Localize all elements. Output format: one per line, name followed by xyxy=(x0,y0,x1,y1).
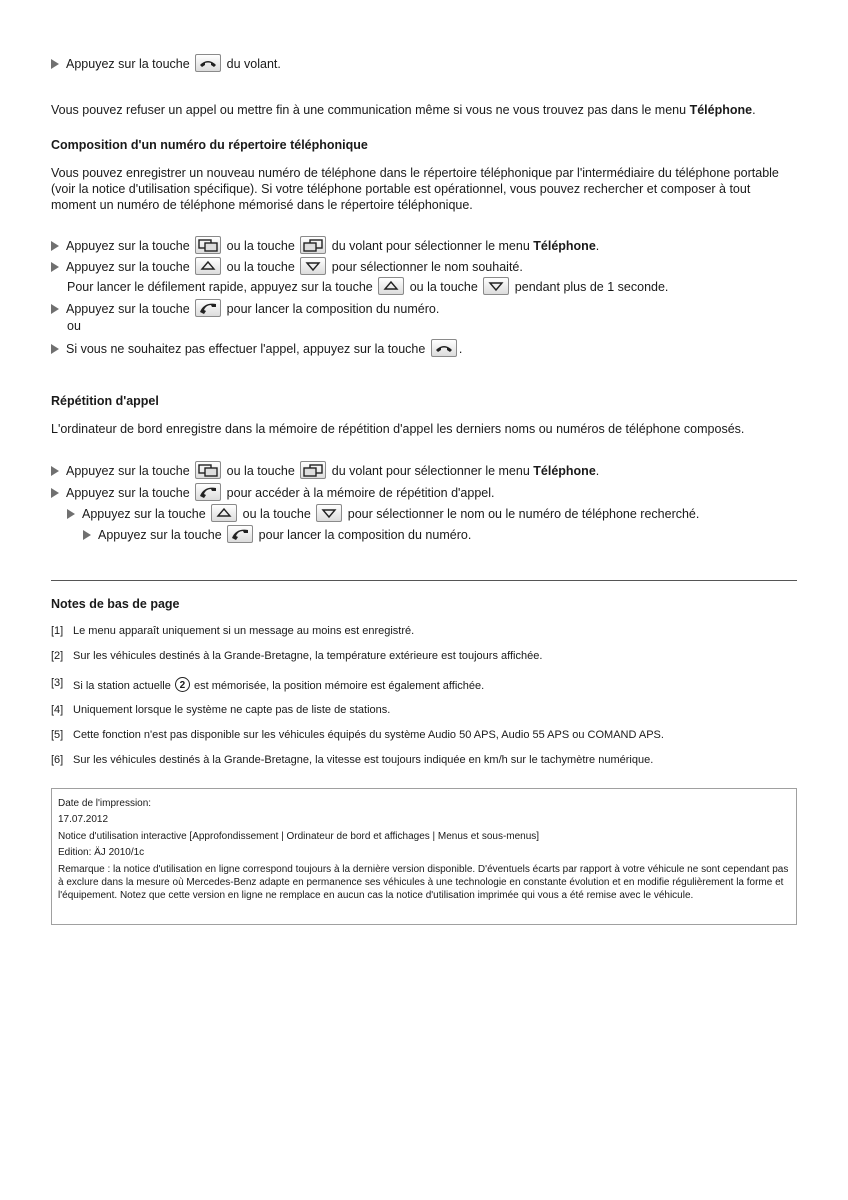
menu-next-key-icon xyxy=(195,236,221,254)
footnote-2: [2] Sur les véhicules destinés à la Grande-Bretagne, la température extérieure est toujours affichée. xyxy=(51,650,543,662)
redial-step-1: Appuyez sur la touche ou la touche du volant pour sélectionner le menu Téléphone. xyxy=(51,461,599,479)
arrow-up-key-icon xyxy=(211,504,237,522)
footnote-3: [3] Si la station actuelle 2 est mémorisée, la position mémoire est également affichée. xyxy=(51,677,485,692)
arrow-down-key-icon xyxy=(300,257,326,275)
section-title-redial: Répétition d'appel xyxy=(51,394,159,408)
print-info-box xyxy=(51,788,797,925)
footnote-6: [6] Sur les véhicules destinés à la Grande-Bretagne, la vitesse est toujours indiquée en km/h sur le tachymètre numérique. xyxy=(51,754,654,766)
notice-path: Notice d'utilisation interactive [Approfondissement | Ordinateur de bord et affichages | Menus et sous-menus] xyxy=(58,830,540,842)
hang-up-key-icon xyxy=(195,54,221,72)
bullet-icon xyxy=(51,488,59,498)
phonebook-step-3: Appuyez sur la touche pour lancer la composition du numéro. xyxy=(51,299,439,317)
preset-2-icon: 2 xyxy=(175,677,190,692)
menu-next-key-icon xyxy=(195,461,221,479)
step-text: du volant. xyxy=(226,57,281,71)
menu-prev-key-icon xyxy=(300,236,326,254)
redial-step-2: Appuyez sur la touche pour accéder à la mémoire de répétition d'appel. xyxy=(51,483,495,501)
arrow-up-key-icon xyxy=(378,277,404,295)
footnote-1: [1] Le menu apparaît uniquement si un message au moins est enregistré. xyxy=(51,625,415,637)
call-key-icon xyxy=(195,483,221,501)
edition: Edition: ÄJ 2010/1c xyxy=(58,847,145,859)
call-key-icon xyxy=(195,299,221,317)
call-key-icon xyxy=(227,525,253,543)
bullet-icon xyxy=(83,530,91,540)
phonebook-paragraph: Vous pouvez enregistrer un nouveau numéro de téléphone dans le répertoire téléphonique par l'intermédiaire du téléphone portable (voir la notice d'utilisation spécifique). Si votre téléphone portable est opérationnel, vous pouvez rechercher et composer à tout moment un numéro de téléphone mémorisé dans le répertoire téléphonique. xyxy=(51,166,779,212)
footnotes-title: Notes de bas de page xyxy=(51,597,180,611)
bullet-icon xyxy=(51,262,59,272)
phonebook-step-2: Appuyez sur la touche ou la touche pour sélectionner le nom souhaité. xyxy=(51,257,523,275)
hang-up-key-icon xyxy=(431,339,457,357)
footnote-5: [5] Cette fonction n'est pas disponible sur les véhicules équipés du système Audio 50 APS, Audio 55 APS ou COMAND APS. xyxy=(51,729,664,741)
divider xyxy=(51,580,797,581)
bullet-icon xyxy=(51,344,59,354)
bullet-icon xyxy=(51,304,59,314)
phonebook-step-2-extra: Pour lancer le défilement rapide, appuyez sur la touche ou la touche pendant plus de 1 seconde. xyxy=(67,277,668,295)
print-date-label: Date de l'impression: xyxy=(58,798,152,809)
or-text: ou xyxy=(67,319,81,333)
bullet-icon xyxy=(51,59,59,69)
step-end-call xyxy=(51,54,281,72)
bullet-icon xyxy=(51,466,59,476)
redial-step-3: Appuyez sur la touche ou la touche pour sélectionner le nom ou le numéro de téléphone recherché. xyxy=(67,504,699,522)
phonebook-step-1: Appuyez sur la touche ou la touche du volant pour sélectionner le menu Téléphone. xyxy=(51,236,599,254)
intro-paragraph: Vous pouvez refuser un appel ou mettre fin à une communication même si vous ne vous trouvez pas dans le menu Téléphone. xyxy=(51,103,756,117)
redial-paragraph: L'ordinateur de bord enregistre dans la mémoire de répétition d'appel les derniers noms ou numéros de téléphone composés. xyxy=(51,422,745,436)
menu-prev-key-icon xyxy=(300,461,326,479)
bullet-icon xyxy=(51,241,59,251)
arrow-down-key-icon xyxy=(483,277,509,295)
print-date: 17.07.2012 xyxy=(58,814,109,826)
redial-step-4: Appuyez sur la touche pour lancer la composition du numéro. xyxy=(83,525,471,543)
footnote-4: [4] Uniquement lorsque le système ne capte pas de liste de stations. xyxy=(51,704,391,716)
phonebook-step-4: Si vous ne souhaitez pas effectuer l'appel, appuyez sur la touche . xyxy=(51,339,462,357)
remark: Remarque : la notice d'utilisation en ligne correspond toujours à la dernière version disponible. D'éventuels écarts par rapport à votre véhicule ne sont cependant pas à exclure dans la mesure où Mercedes-Benz adapte en permanence ses véhicules à une technologie en constante évolution et en modifie régulièrement la forme et l'équipement. Notez que cette version en ligne ne remplace en aucun cas la notice d'utilisation imprimée qui vous a été remise avec le véhicule. xyxy=(58,863,789,902)
bullet-icon xyxy=(67,509,75,519)
arrow-down-key-icon xyxy=(316,504,342,522)
step-text: Appuyez sur la touche xyxy=(66,57,190,71)
arrow-up-key-icon xyxy=(195,257,221,275)
section-title-phonebook: Composition d'un numéro du répertoire téléphonique xyxy=(51,138,368,152)
